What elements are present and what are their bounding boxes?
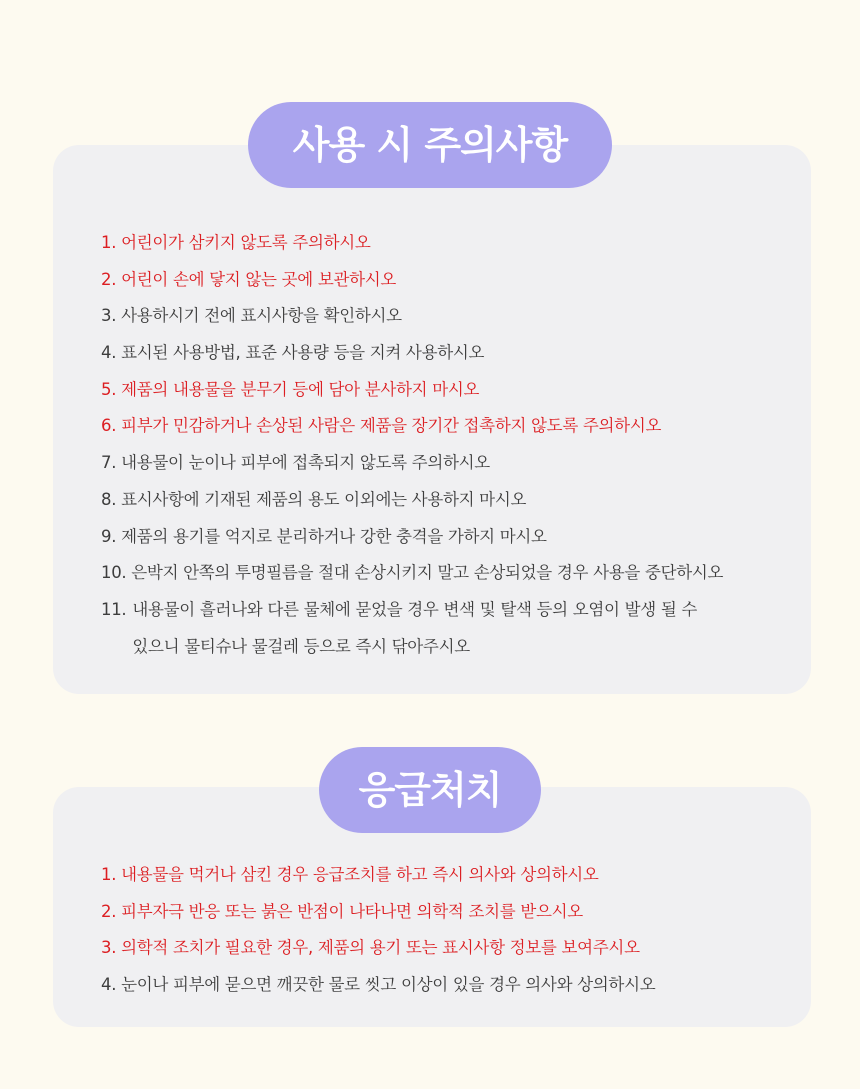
precaution-item-10: 10. 은박지 안쪽의 투명필름을 절대 손상시키지 말고 손상되었을 경우 사용을 중단하시오 xyxy=(101,563,724,583)
precaution-item-2: 2. 어린이 손에 닿지 않는 곳에 보관하시오 xyxy=(101,269,397,289)
precaution-item-4: 4. 표시된 사용방법, 표준 사용량 등을 지켜 사용하시오 xyxy=(101,343,485,363)
first-aid-item-1: 1. 내용물을 먹거나 삼킨 경우 응급조치를 하고 즉시 의사와 상의하시오 xyxy=(101,865,599,884)
precaution-item-6: 6. 피부가 민감하거나 손상된 사람은 제품을 장기간 접촉하지 않도록 주의하시오 xyxy=(101,416,662,436)
precaution-item-5: 5. 제품의 내용물을 분무기 등에 담아 분사하지 마시오 xyxy=(101,379,480,399)
precaution-item-8: 8. 표시사항에 기재된 제품의 용도 이외에는 사용하지 마시오 xyxy=(101,489,527,509)
precautions-title: 사용 시 주의사항 xyxy=(248,102,612,188)
precaution-item-11-number: 11. xyxy=(101,599,127,619)
precaution-item-11 xyxy=(101,592,791,656)
precaution-item-11-line-1: 내용물이 흘러나와 다른 물체에 묻었을 경우 변색 및 탈색 등의 오염이 발생 될 수 xyxy=(132,599,698,619)
precautions-list xyxy=(101,225,791,656)
precaution-item-9: 9. 제품의 용기를 억지로 분리하거나 강한 충격을 가하지 마시오 xyxy=(101,526,547,546)
first-aid-item-3: 3. 의학적 조치가 필요한 경우, 제품의 용기 또는 표시사항 정보를 보여주시오 xyxy=(101,938,640,957)
precaution-item-11-text xyxy=(132,592,698,656)
precaution-item-3: 3. 사용하시기 전에 표시사항을 확인하시오 xyxy=(101,306,402,326)
precaution-item-1: 1. 어린이가 삼키지 않도록 주의하시오 xyxy=(101,233,371,252)
first-aid-item-2: 2. 피부자극 반응 또는 붉은 반점이 나타나면 의학적 조치를 받으시오 xyxy=(101,901,583,921)
first-aid-list xyxy=(101,857,791,1003)
precaution-item-7: 7. 내용물이 눈이나 피부에 접촉되지 않도록 주의하시오 xyxy=(101,453,490,473)
precautions-card xyxy=(53,145,811,694)
first-aid-item-4: 4. 눈이나 피부에 묻으면 깨끗한 물로 씻고 이상이 있을 경우 의사와 상의하시오 xyxy=(101,974,656,994)
precaution-item-11-line-2: 있으니 물티슈나 물걸레 등으로 즉시 닦아주시오 xyxy=(132,636,470,656)
first-aid-title: 응급처치 xyxy=(319,747,541,833)
